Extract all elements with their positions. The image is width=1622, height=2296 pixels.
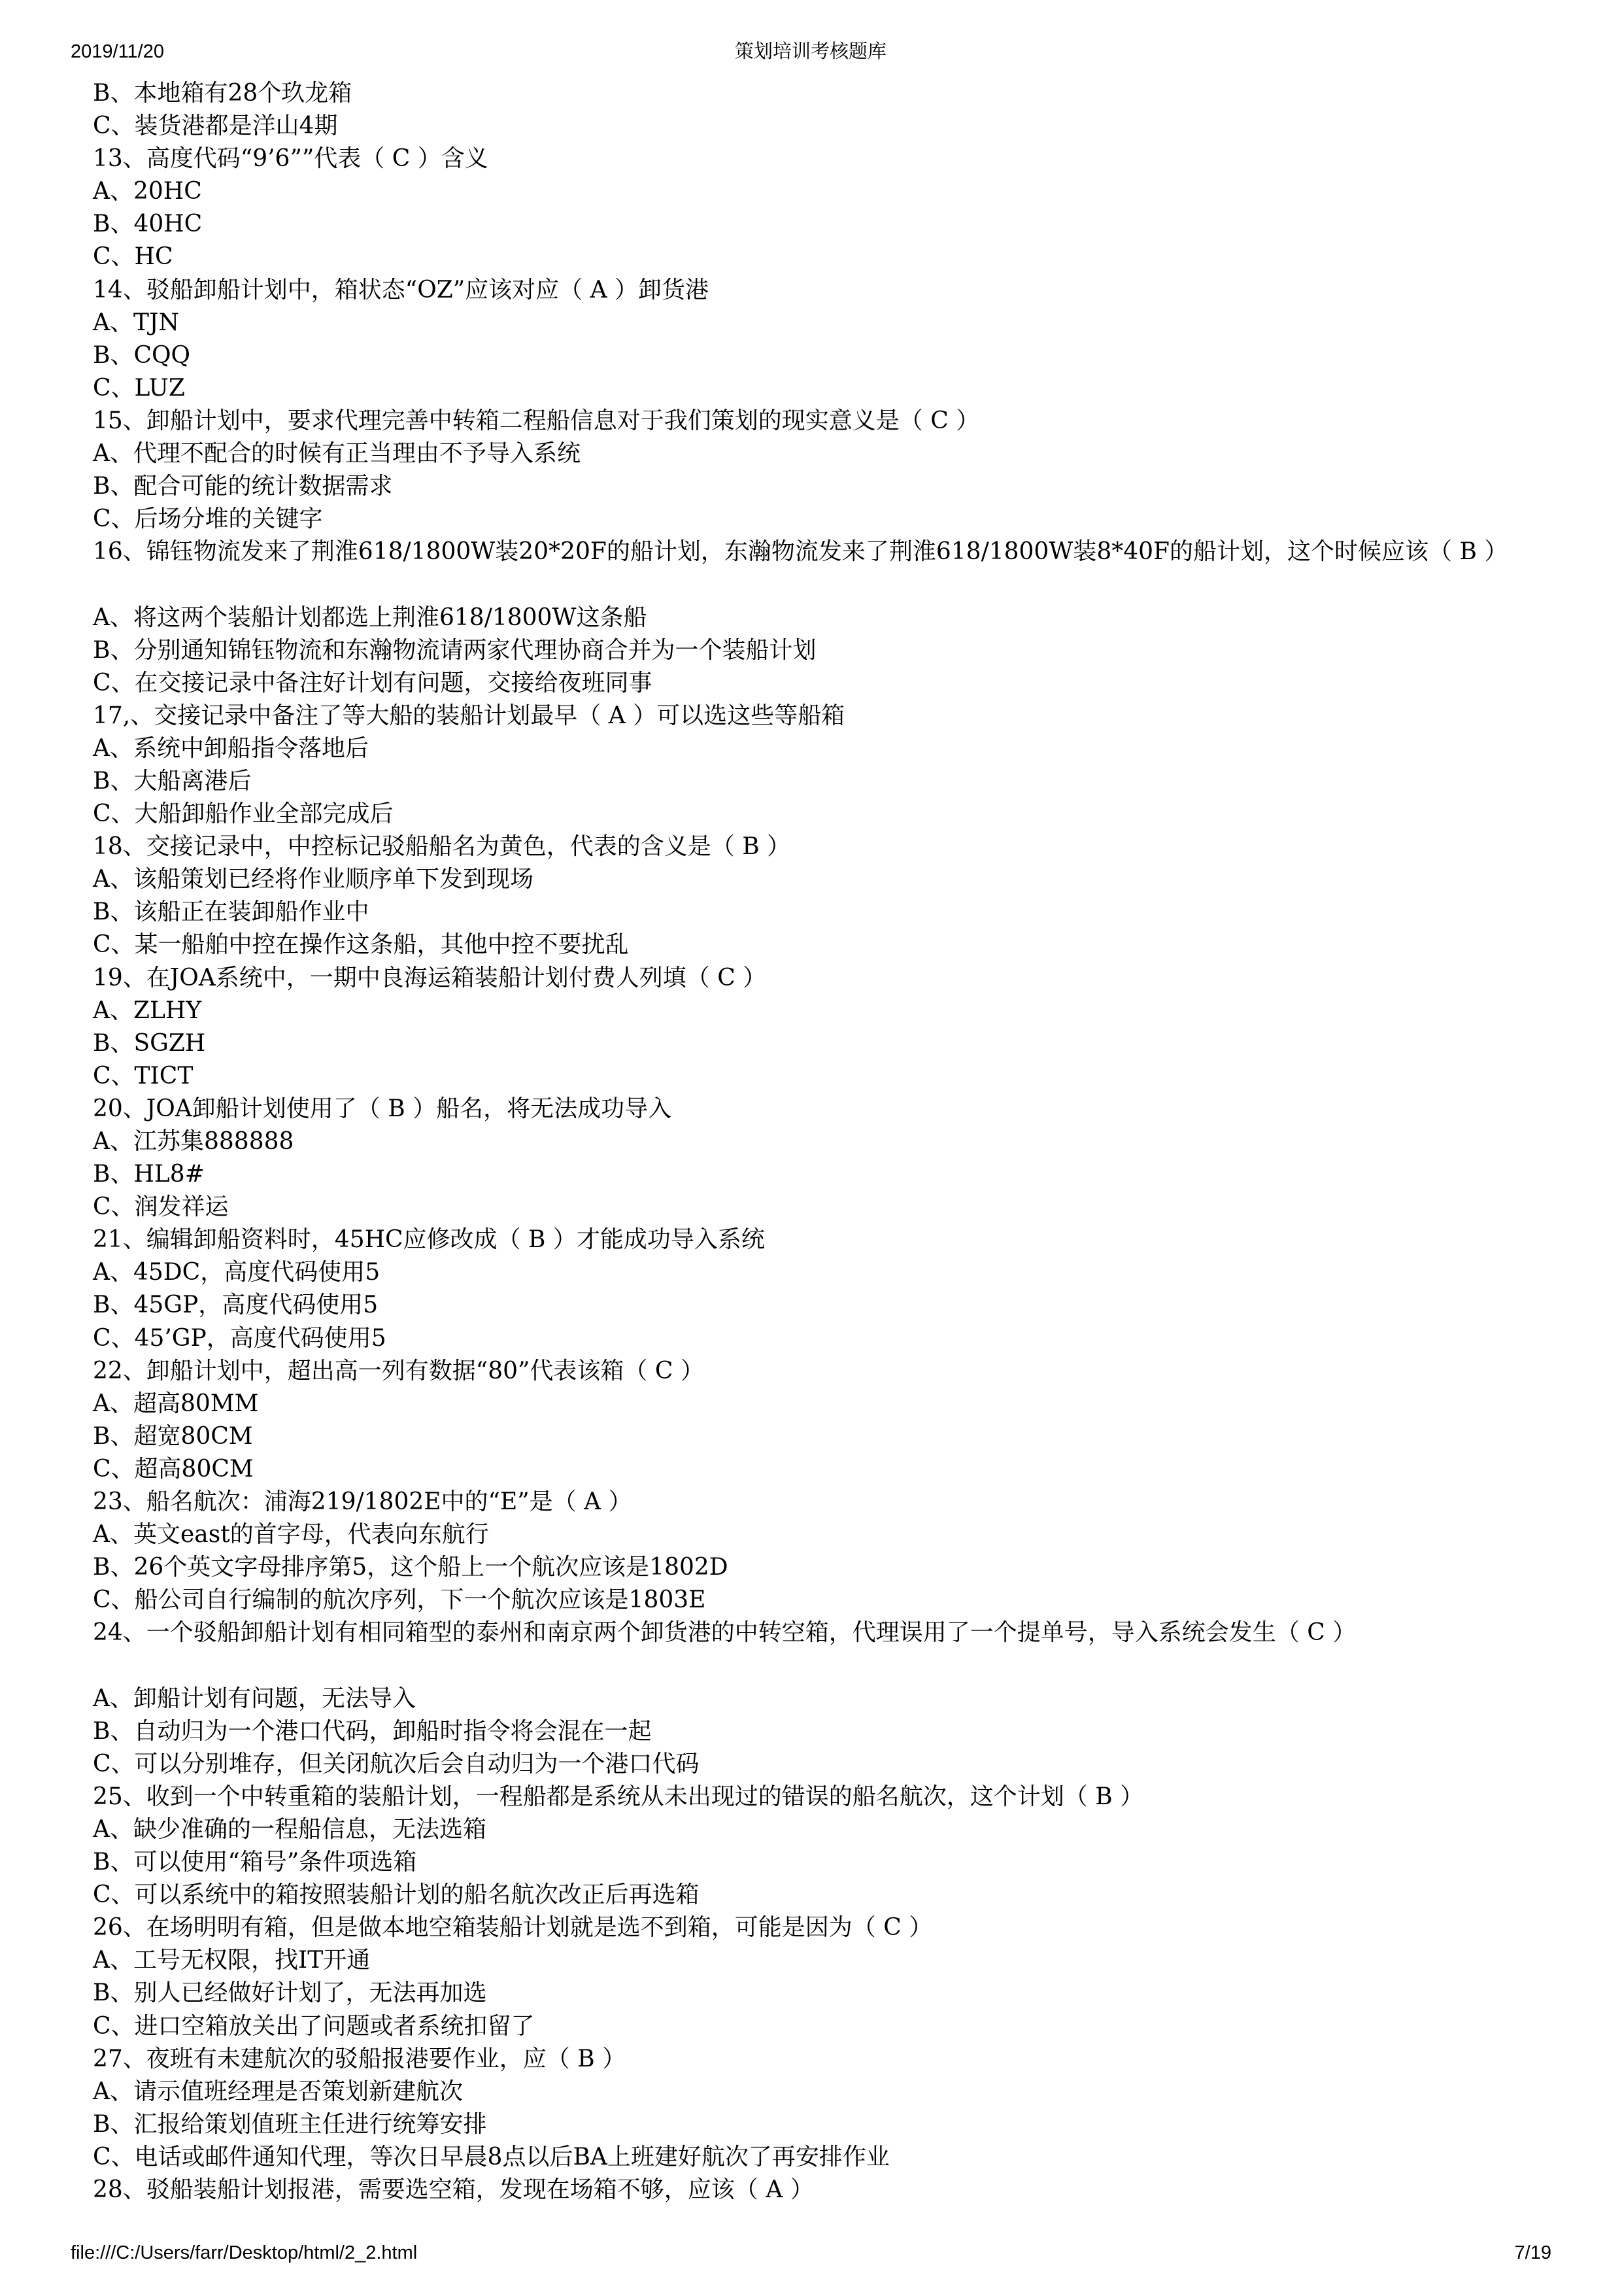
file-path: file:///C:/Users/farr/Desktop/html/2_2.html — [71, 2242, 418, 2263]
option-line: B、配合可能的统计数据需求 — [93, 473, 393, 500]
question-line: 19、在JOA系统中，一期中良海运箱装船计划付费人列填（ C ） — [93, 964, 767, 991]
option-line: B、超宽80CM — [93, 1422, 253, 1450]
question-line: 18、交接记录中，中控标记驳船船名为黄色，代表的含义是（ B ） — [93, 833, 791, 861]
option-line: A、ZLHY — [93, 997, 202, 1024]
question-line: 24、一个驳船卸船计划有相同箱型的泰州和南京两个卸货港的中转空箱，代理误用了一个提单号，导入系统会发生（ C ） — [93, 1619, 1357, 1647]
option-line: C、润发祥运 — [93, 1193, 229, 1221]
option-line: C、可以分别堆存，但关闭航次后会自动归为一个港口代码 — [93, 1750, 700, 1777]
option-line: A、英文east的首字母，代表向东航行 — [93, 1521, 489, 1549]
option-line: A、45DC，高度代码使用5 — [93, 1259, 380, 1286]
option-line: B、40HC — [93, 211, 203, 238]
option-line: C、超高80CM — [93, 1455, 254, 1482]
option-line: A、请示值班经理是否策划新建航次 — [93, 2078, 463, 2105]
option-line: C、在交接记录中备注好计划有问题，交接给夜班同事 — [93, 669, 652, 696]
option-line: A、TJN — [93, 309, 179, 336]
question-list — [93, 77, 1544, 2206]
option-line: C、电话或邮件通知代理，等次日早晨8点以后BA上班建好航次了再安排作业 — [93, 2143, 890, 2170]
option-line: B、CQQ — [93, 341, 191, 369]
option-line: A、20HC — [93, 178, 202, 205]
question-line: 16、锦钰物流发来了荆淮618/1800W装20*20F的船计划，东瀚物流发来了荆淮618/1800W装8*40F的船计划，这个时候应该（ B ） — [93, 538, 1508, 566]
option-line: A、缺少准确的一程船信息，无法选箱 — [93, 1815, 486, 1843]
option-line: B、别人已经做好计划了，无法再加选 — [93, 1979, 487, 2007]
question-line: 15、卸船计划中，要求代理完善中转箱二程船信息对于我们策划的现实意义是（ C ） — [93, 407, 980, 434]
question-line: 27、夜班有未建航次的驳船报港要作业，应（ B ） — [93, 2045, 626, 2072]
question-line: 23、船名航次：浦海219/1802E中的“E”是（ A ） — [93, 1488, 632, 1516]
option-line: C、LUZ — [93, 374, 185, 402]
option-line: A、将这两个装船计划都选上荆淮618/1800W这条船 — [93, 604, 647, 631]
option-line: B、汇报给策划值班主任进行统筹安排 — [93, 2110, 487, 2138]
question-line: 13、高度代码“9’6””代表（ C ）含义 — [93, 145, 488, 173]
option-line: B、大船离港后 — [93, 767, 252, 795]
option-line: A、超高80MM — [93, 1390, 259, 1417]
question-line: 25、收到一个中转重箱的装船计划，一程船都是系统从未出现过的错误的船名航次，这个计划（ B ） — [93, 1783, 1144, 1810]
option-line: C、进口空箱放关出了问题或者系统扣留了 — [93, 2012, 535, 2040]
option-line: C、船公司自行编制的航次序列，下一个航次应该是1803E — [93, 1586, 706, 1614]
option-line: B、该船正在装卸船作业中 — [93, 899, 369, 926]
option-line: B、26个英文字母排序第5，这个船上一个航次应该是1802D — [93, 1554, 728, 1581]
question-line: 21、编辑卸船资料时，45HC应修改成（ B ）才能成功导入系统 — [93, 1226, 765, 1254]
option-line: B、HL8# — [93, 1161, 205, 1188]
option-line: B、分别通知锦钰物流和东瀚物流请两家代理协商合并为一个装船计划 — [93, 636, 817, 664]
text-line: B、本地箱有28个玖龙箱 — [93, 80, 352, 107]
option-line: C、45’GP，高度代码使用5 — [93, 1324, 386, 1352]
option-line: C、可以系统中的箱按照装船计划的船名航次改正后再选箱 — [93, 1881, 700, 1909]
page-number: 7/19 — [1514, 2242, 1551, 2263]
option-line: A、工号无权限，找IT开通 — [93, 1947, 371, 1974]
question-line: 14、驳船卸船计划中，箱状态“OZ”应该对应（ A ）卸货港 — [93, 276, 709, 303]
option-line: A、代理不配合的时候有正当理由不予导入系统 — [93, 440, 581, 468]
option-line: C、后场分堆的关键字 — [93, 505, 323, 533]
question-line: 22、卸船计划中，超出高一列有数据“80”代表该箱（ C ） — [93, 1357, 704, 1384]
question-line: 26、在场明明有箱，但是做本地空箱装船计划就是选不到箱，可能是因为（ C ） — [93, 1914, 933, 1942]
option-line: B、45GP，高度代码使用5 — [93, 1292, 379, 1319]
option-line: B、自动归为一个港口代码，卸船时指令将会混在一起 — [93, 1717, 652, 1745]
option-line: B、可以使用“箱号”条件项选箱 — [93, 1849, 417, 1876]
question-line: 28、驳船装船计划报港，需要选空箱，发现在场箱不够，应该（ A ） — [93, 2176, 814, 2203]
option-line: C、HC — [93, 243, 173, 271]
page-title: 策划培训考核题库 — [734, 41, 887, 62]
question-line: 17,、交接记录中备注了等大船的装船计划最早（ A ）可以选这些等船箱 — [93, 702, 845, 729]
option-line: A、系统中卸船指令落地后 — [93, 734, 369, 762]
option-line: A、该船策划已经将作业顺序单下发到现场 — [93, 866, 533, 893]
print-date: 2019/11/20 — [71, 41, 164, 62]
question-line: 20、JOA卸船计划使用了（ B ）船名，将无法成功导入 — [93, 1095, 672, 1122]
option-line: B、SGZH — [93, 1029, 206, 1057]
option-line: C、某一船舶中控在操作这条船，其他中控不要扰乱 — [93, 931, 629, 959]
text-line: C、装货港都是洋山4期 — [93, 112, 338, 140]
option-line: A、江苏集888888 — [93, 1128, 294, 1155]
option-line: A、卸船计划有问题，无法导入 — [93, 1685, 416, 1712]
option-line: C、大船卸船作业全部完成后 — [93, 800, 394, 828]
option-line: C、TICT — [93, 1062, 194, 1089]
